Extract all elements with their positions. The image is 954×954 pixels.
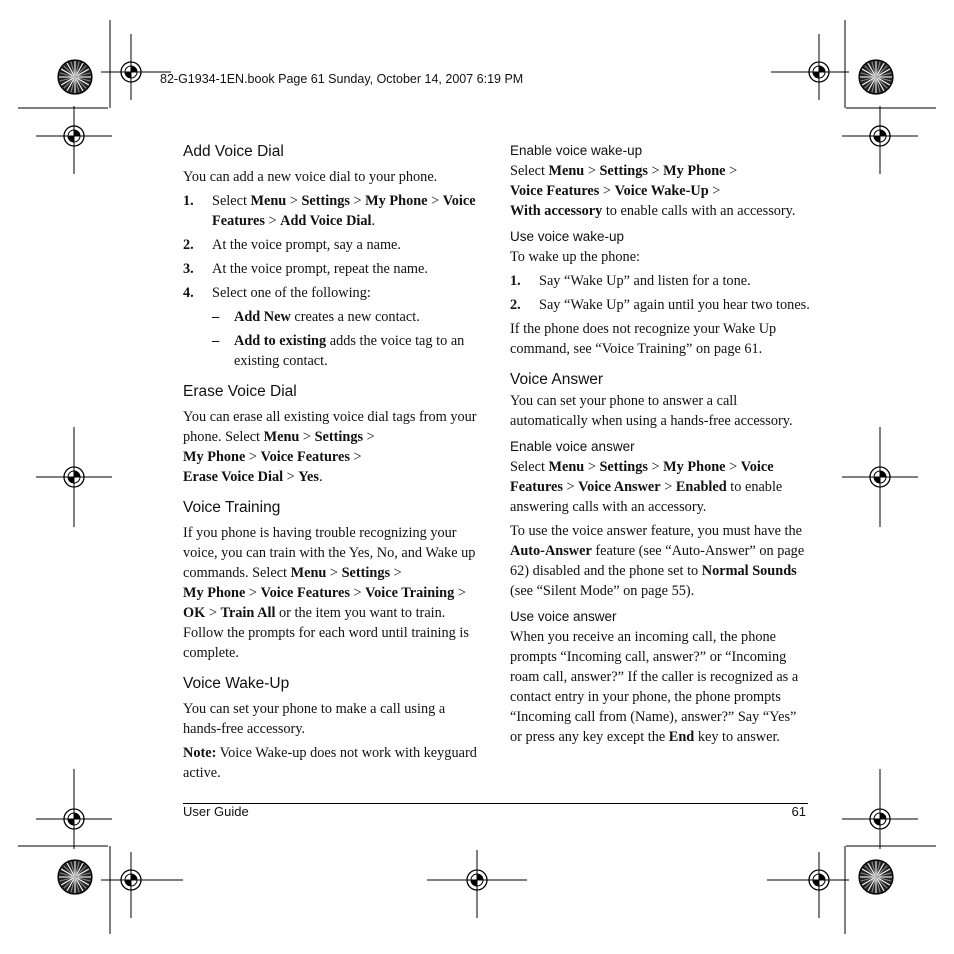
heading-erase-voice-dial: Erase Voice Dial xyxy=(183,383,297,400)
use-voice-wake-up-outro: If the phone does not recognize your Wake Up command, see “Voice Training” on page 61. xyxy=(510,321,777,357)
option-dash: – xyxy=(212,333,220,349)
add-voice-dial-intro: You can add a new voice dial to your phone. xyxy=(183,169,438,185)
erase-voice-dial-text: You can erase all existing voice dial tags from your phone. Select Menu > Settings > My Phone > Voice Features > Erase Voice Dial > Yes. xyxy=(183,409,477,485)
voice-training-text: If you phone is having trouble recognizing your voice, you can train with the Yes, No, and Wake up commands. Select Menu > Settings > My Phone > Voice Features > Voice Training > OK > Train All or the item you want to train. Follow the prompts for each word until training is complete. xyxy=(183,525,476,661)
heading-use-voice-wake-up: Use voice wake-up xyxy=(510,229,625,244)
voice-answer-requirements: To use the voice answer feature, you must have the Auto-Answer feature (see “Auto-Answer” on page 62) disabled and the phone set to Normal Sounds (see “Silent Mode” on page 55). xyxy=(510,523,805,599)
enable-voice-answer-text: Select Menu > Settings > My Phone > Voice Features > Voice Answer > Enabled to enable answering calls with an accessory. xyxy=(510,459,783,515)
add-voice-dial-option-add-to-existing xyxy=(212,331,479,371)
voice-wake-up-intro: You can set your phone to make a call using a hands-free accessory. xyxy=(183,701,446,737)
option-text: Add to existing adds the voice tag to an existing contact. xyxy=(234,333,465,369)
option-text: Add New creates a new contact. xyxy=(234,309,420,325)
step-text: At the voice prompt, say a name. xyxy=(212,237,401,253)
step-text: Select one of the following: xyxy=(212,285,371,301)
left-column xyxy=(183,141,479,783)
step-number: 2. xyxy=(510,297,521,313)
step-number: 1. xyxy=(510,273,521,289)
voice-wake-up-note: Note: Voice Wake-up does not work with keyguard active. xyxy=(183,745,477,781)
add-voice-dial-step-1 xyxy=(183,191,479,231)
enable-voice-wake-up-text: Select Menu > Settings > My Phone > Voice Features > Voice Wake-Up > With accessory to enable calls with an accessory. xyxy=(510,163,796,219)
footer-rule xyxy=(183,803,808,804)
heading-voice-wake-up: Voice Wake-Up xyxy=(183,675,290,692)
step-text: At the voice prompt, repeat the name. xyxy=(212,261,428,277)
step-number: 1. xyxy=(183,193,194,209)
step-number: 2. xyxy=(183,237,194,253)
add-voice-dial-step-3 xyxy=(183,259,479,279)
add-voice-dial-option-add-new xyxy=(212,307,479,327)
step-text: Say “Wake Up” and listen for a tone. xyxy=(539,273,751,289)
heading-voice-training: Voice Training xyxy=(183,499,281,516)
option-dash: – xyxy=(212,309,220,325)
step-number: 4. xyxy=(183,285,194,301)
right-column xyxy=(510,141,810,747)
use-voice-wake-up-intro: To wake up the phone: xyxy=(510,249,641,265)
heading-use-voice-answer: Use voice answer xyxy=(510,609,617,624)
heading-add-voice-dial: Add Voice Dial xyxy=(183,143,284,160)
use-voice-wake-up-step-2 xyxy=(510,295,810,315)
footer-title: User Guide xyxy=(183,804,249,819)
heading-enable-voice-answer: Enable voice answer xyxy=(510,439,635,454)
use-voice-answer-text: When you receive an incoming call, the phone prompts “Incoming call, answer?” or “Incoming roam call, answer?” If the caller is recognized as a contact entry in your phone, the phone prompts “Incoming call from (Name), answer?” Say “Yes” or press any key except the End key to answer. xyxy=(510,629,799,745)
add-voice-dial-step-2 xyxy=(183,235,479,255)
page-number: 61 xyxy=(791,804,806,819)
step-text: Say “Wake Up” again until you hear two tones. xyxy=(539,297,810,313)
print-header-file-info: 82-G1934-1EN.book Page 61 Sunday, October 14, 2007 6:19 PM xyxy=(160,72,524,86)
heading-enable-voice-wake-up: Enable voice wake-up xyxy=(510,143,643,158)
heading-voice-answer: Voice Answer xyxy=(510,371,604,388)
voice-answer-intro: You can set your phone to answer a call automatically when using a hands-free accessory. xyxy=(510,393,793,429)
step-text: Select Menu > Settings > My Phone > Voice Features > Add Voice Dial. xyxy=(212,193,476,229)
add-voice-dial-step-4 xyxy=(183,283,479,303)
step-number: 3. xyxy=(183,261,194,277)
use-voice-wake-up-step-1 xyxy=(510,271,810,291)
